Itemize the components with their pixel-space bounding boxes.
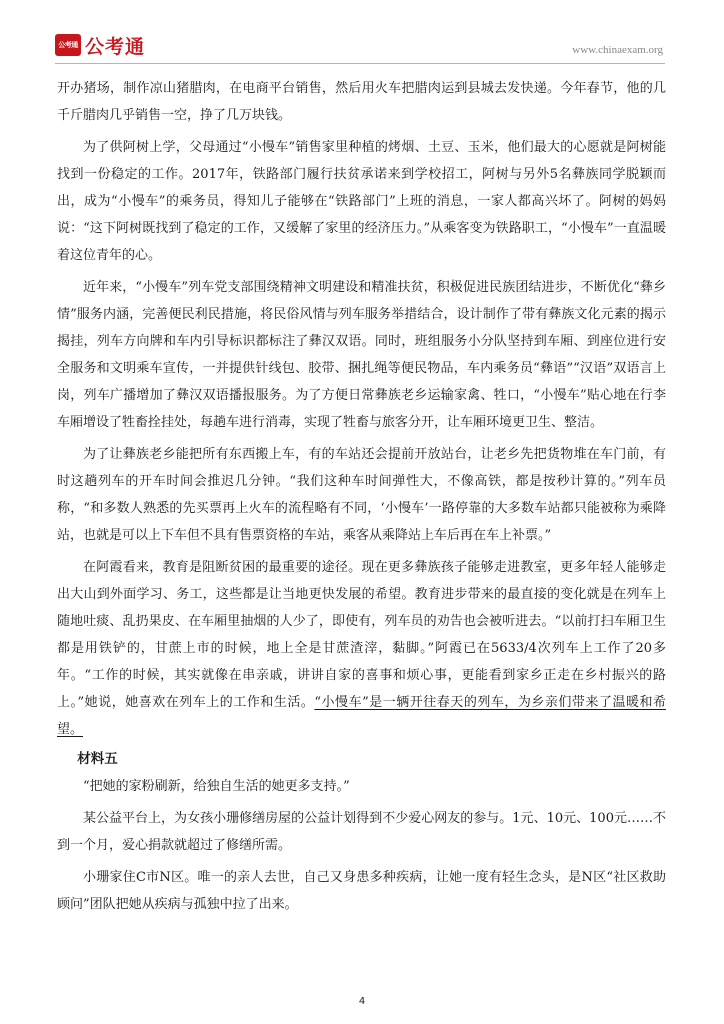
paragraph-1: 开办猪场，制作凉山猪腊肉，在电商平台销售，然后用火车把腊肉运到县城去发快递。今年春节，他的几千斤腊肉几乎销售一空，挣了几万块钱。 (57, 81, 666, 123)
paragraph-5 (57, 554, 666, 743)
document-body (57, 75, 666, 918)
paragraph-7: 某公益平台上，为女孩小珊修缮房屋的公益计划得到不少爱心网友的参与。1元、10元、100元……不到一个月，爱心捐款就超过了修缮所需。 (57, 811, 666, 853)
paragraph-2: 为了供阿树上学，父母通过“小慢车”销售家里种植的烤烟、土豆、玉米，他们最大的心愿就是阿树能找到一份稳定的工作。2017年，铁路部门履行扶贫承诺来到学校招工，阿树与另外5名彝族同学脱颖而出，成为“小慢车”的乘务员，得知儿子能够在“铁路部门”上班的消息，一家人都高兴坏了。阿树的妈妈说：“这下阿树既找到了稳定的工作，又缓解了家里的经济压力。”从乘客变为铁路职工，“小慢车”一直温暖着这位青年的心。 (57, 140, 666, 263)
paragraph-4: 为了让彝族老乡能把所有东西搬上车，有的车站还会提前开放站台，让老乡先把货物堆在车门前，有时这趟列车的开车时间会推迟几分钟。“我们这种车时间弹性大，不像高铁，都是按秒计算的。”列车员称，“和多数人熟悉的先买票再上火车的流程略有不同，‘小慢车’一路停靠的大多数车站都只能被称为乘降站，也就是可以上下车但不具有售票资格的车站，乘客从乘降站上车后再在车上补票。” (57, 447, 666, 543)
page-header (55, 30, 665, 64)
underlined-sentence: “小慢车”是一辆开往春天的列车，为乡亲们带来了温暖和希望。 (57, 695, 666, 737)
page-number: 4 (358, 996, 366, 1007)
section-heading-material-5: 材料五 (77, 751, 118, 767)
paragraph-8: 小珊家住C市N区。唯一的亲人去世，自己又身患多种疾病，让她一度有轻生念头，是N区“社区救助顾问”团队把她从疾病与孤独中拉了出来。 (57, 870, 666, 912)
site-url: www.chinaexam.org (572, 44, 663, 56)
brand-logo-text: 公考通 (85, 36, 146, 58)
header-divider (55, 63, 665, 64)
paragraph-5-text: 在阿霞看来，教育是阻断贫困的最重要的途径。现在更多彝族孩子能够走进教室，更多年轻人能够走出大山到外面学习、务工，这些都是让当地更快发展的希望。教育进步带来的最直接的变化就是在列车上随地吐痰、乱扔果皮、在车厢里抽烟的人少了，即使有，列车员的劝告也会被听进去。“以前打扫车厢卫生都是用铁铲的，甘蔗上市的时候，地上全是甘蔗渣滓，黏脚。”阿霞已在5633/4次列车上工作了20多年。“工作的时候，其实就像在串亲戚，讲讲自家的喜事和烦心事，更能看到家乡正走在乡村振兴的路上。”她说，她喜欢在列车上的工作和生活。 (57, 560, 666, 710)
paragraph-3: 近年来，“小慢车”列车党支部围绕精神文明建设和精准扶贫，积极促进民族团结进步，不断优化“彝乡情”服务内涵，完善便民利民措施，将民俗风情与列车服务举措结合，设计制作了带有彝族文化元素的揭示揭挂，列车方向牌和车内引导标识都标注了彝汉双语。同时，班组服务小分队坚持到车厢、到座位进行安全服务和文明乘车宣传，一并提供针线包、胶带、捆扎绳等便民物品，车内乘务员“彝语”“汉语”双语言上岗，列车广播增加了彝汉双语播报服务。为了方便日常彝族老乡运输家禽、牲口，“小慢车”贴心地在行李车厢增设了牲畜拴挂处，每趟车进行消毒，实现了牲畜与旅客分开，让车厢环境更卫生、整洁。 (57, 280, 666, 430)
brand-logo-badge: 公考通 (55, 34, 81, 56)
paragraph-6: “把她的家粉刷新，给独自生活的她更多支持。” (83, 779, 350, 794)
